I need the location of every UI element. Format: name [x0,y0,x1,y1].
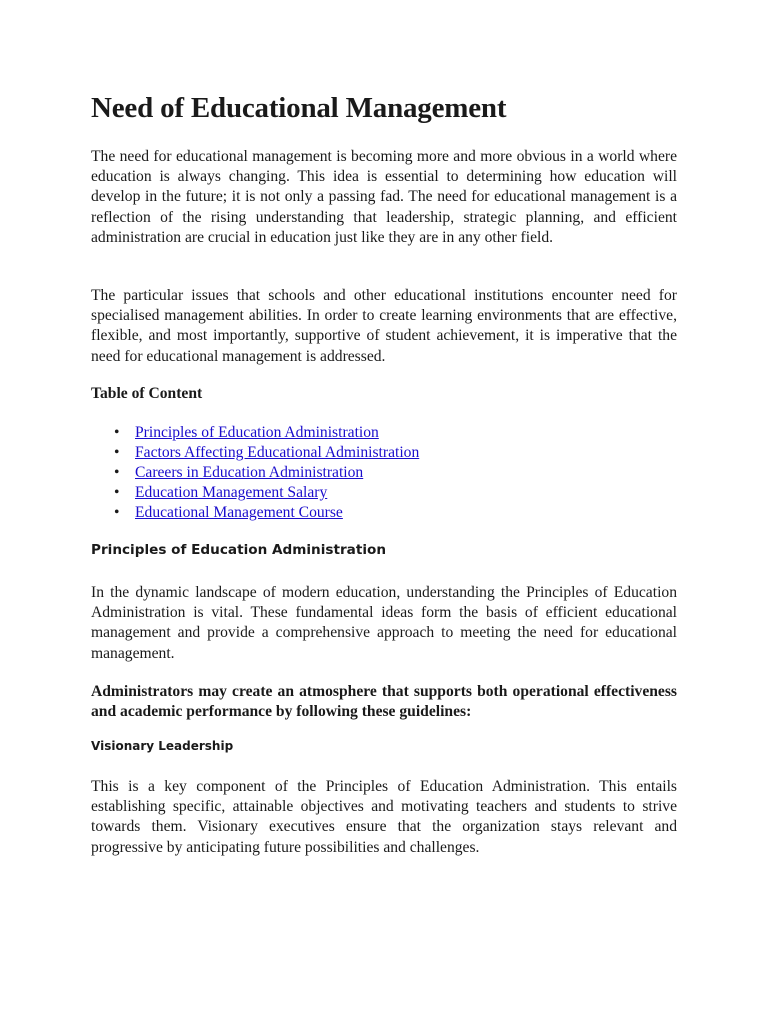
section-heading-principles: Principles of Education Administration [91,542,387,558]
intro-paragraph: The need for educational management is becoming more and more obvious in a world where education is always changing. This idea is essential to determining how education will develop in the future; it is not only a passing fad. The need for educational management is a reflection of the rising understanding that leadership, strategic planning, and efficient administration are crucial in education just like they are in any other field. [91,148,677,246]
bullet-icon: • [114,504,120,521]
toc-link-principles[interactable]: Principles of Education Administration [135,424,379,441]
toc-heading: Table of Content [91,385,203,402]
sub-heading-visionary-leadership: Visionary Leadership [91,739,234,753]
visionary-leadership-paragraph: This is a key component of the Principles of Education Administration. This entails establishing specific, attainable objectives and motivating teachers and students to strive towards them. Visionary executives ensure that the organization stays relevant and progressive by anticipating future possibilities and challenges. [91,778,677,856]
toc-item [91,503,419,523]
toc-link-factors[interactable]: Factors Affecting Educational Administration [135,444,420,461]
table-of-contents [91,423,419,523]
issues-paragraph: The particular issues that schools and other educational institutions encounter need for specialised management abilities. In order to create learning environments that are effective, flexible, and most importantly, supportive of student achievement, it is imperative that the need for educational management is addressed. [91,287,677,365]
toc-link-course[interactable]: Educational Management Course [135,504,343,521]
guidelines-paragraph: Administrators may create an atmosphere that supports both operational effectiveness and academic performance by following these guidelines: [91,683,677,721]
bullet-icon: • [114,444,120,461]
bullet-icon: • [114,464,120,481]
bullet-icon: • [114,484,120,501]
toc-link-salary[interactable]: Education Management Salary [135,484,328,501]
toc-item [91,463,419,483]
bullet-icon: • [114,424,120,441]
toc-item [91,483,419,503]
toc-item [91,423,419,443]
toc-link-careers[interactable]: Careers in Education Administration [135,464,364,481]
page-title: Need of Educational Management [91,92,507,124]
principles-paragraph: In the dynamic landscape of modern education, understanding the Principles of Education Administration is vital. These fundamental ideas form the basis of efficient educational management and provide a comprehensive approach to meeting the need for educational management. [91,584,677,662]
toc-item [91,443,419,463]
